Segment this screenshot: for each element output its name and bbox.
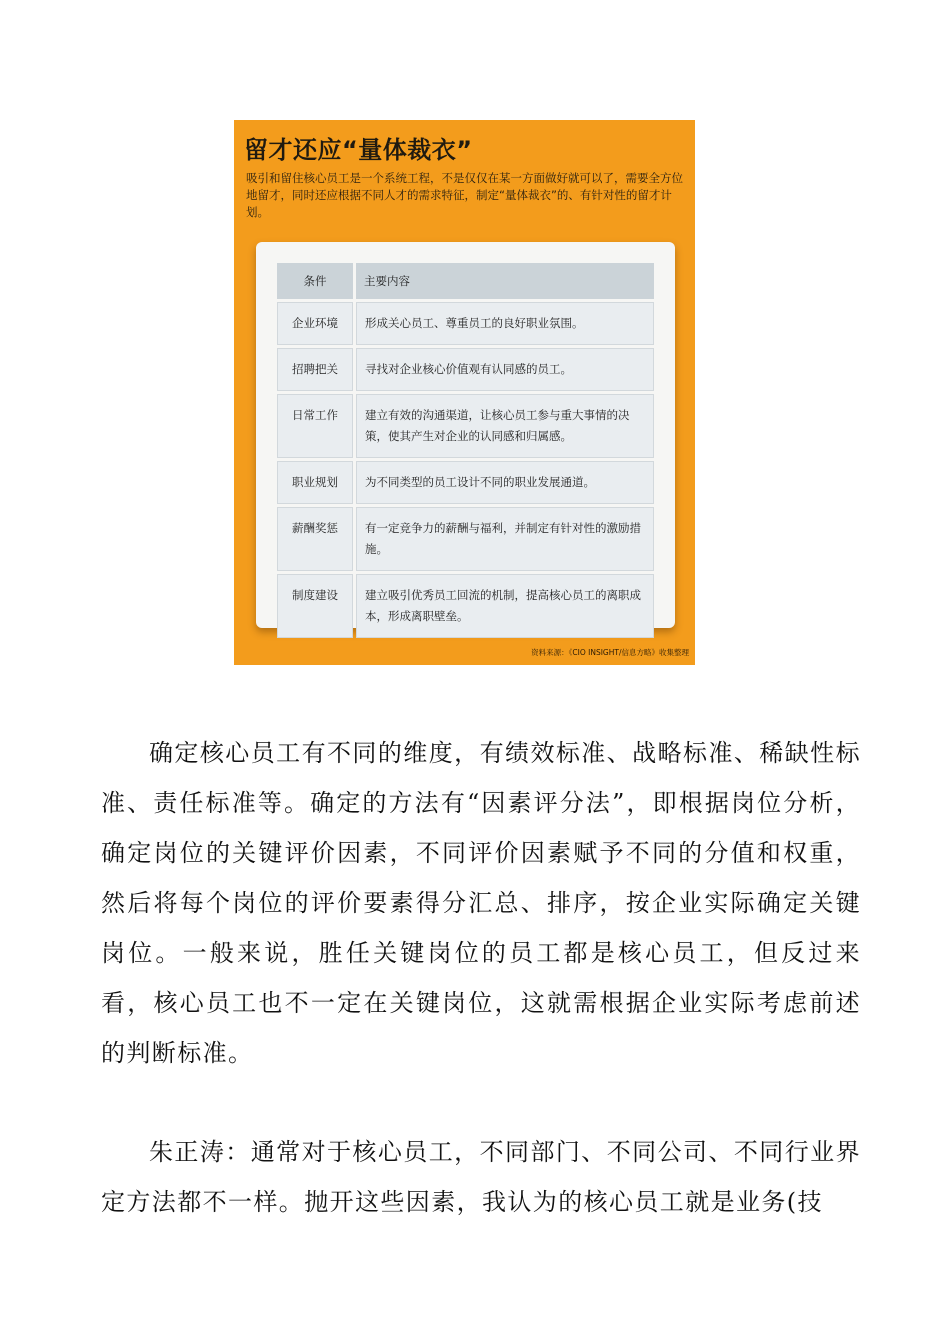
row-condition: 薪酬奖惩 — [277, 507, 353, 571]
infographic-title: 留才还应“量体裁衣” — [244, 136, 473, 164]
table-header-row — [277, 263, 654, 299]
row-condition: 日常工作 — [277, 394, 353, 458]
infographic-intro: 吸引和留住核心员工是一个系统工程，不是仅仅在某一方面做好就可以了，需要全方位地留才，同时还应根据不同人才的需求特征，制定“量体裁衣”的、有针对性的留才计划。 — [246, 171, 683, 219]
row-content: 建立吸引优秀员工回流的机制，提高核心员工的离职成本，形成离职壁垒。 — [356, 574, 654, 638]
table-row — [277, 394, 654, 458]
row-content: 形成关心员工、尊重员工的良好职业氛围。 — [356, 302, 654, 345]
table-row — [277, 461, 654, 504]
row-content: 为不同类型的员工设计不同的职业发展通道。 — [356, 461, 654, 504]
retention-infographic — [234, 120, 695, 665]
header-condition: 条件 — [277, 263, 353, 299]
row-condition: 企业环境 — [277, 302, 353, 345]
table-row — [277, 348, 654, 391]
row-content: 建立有效的沟通渠道，让核心员工参与重大事情的决策，使其产生对企业的认同感和归属感。 — [356, 394, 654, 458]
source-note: 资料来源：《CIO INSIGHT/信息方略》收集整理 — [531, 648, 689, 657]
table-row — [277, 302, 654, 345]
row-condition: 招聘把关 — [277, 348, 353, 391]
table-row — [277, 507, 654, 571]
body-paragraph: 确定核心员工有不同的维度，有绩效标准、战略标准、稀缺性标准、责任标准等。确定的方法有“因素评分法”，即根据岗位分析，确定岗位的关键评价因素，不同评价因素赋予不同的分值和权重，然后将每个岗位的评价要素得分汇总、排序，按企业实际确定关键岗位。一般来说，胜任关键岗位的员工都是核心员工，但反过来看，核心员工也不一定在关键岗位，这就需根据企业实际考虑前述的判断标准。 — [101, 739, 861, 1067]
row-content: 有一定竞争力的薪酬与福利，并制定有针对性的激励措施。 — [356, 507, 654, 571]
body-paragraph: 朱正涛：通常对于核心员工，不同部门、不同公司、不同行业界定方法都不一样。抛开这些因素，我认为的核心员工就是业务(技 — [101, 1138, 861, 1216]
header-content: 主要内容 — [356, 263, 654, 299]
retention-table — [274, 260, 657, 641]
row-condition: 职业规划 — [277, 461, 353, 504]
row-content: 寻找对企业核心价值观有认同感的员工。 — [356, 348, 654, 391]
table-panel — [256, 242, 675, 628]
row-condition: 制度建设 — [277, 574, 353, 638]
table-row — [277, 574, 654, 638]
